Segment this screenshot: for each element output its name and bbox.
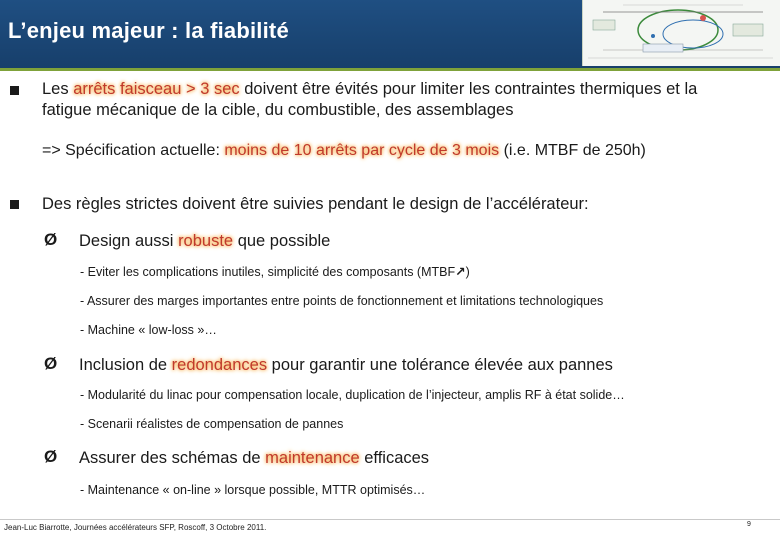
- spec-pre: => Spécification actuelle:: [42, 142, 225, 159]
- sub-3-text: [79, 448, 429, 468]
- sub-2-pre: Inclusion de: [79, 356, 172, 374]
- sub-3-highlight: maintenance: [265, 449, 360, 467]
- linac-diagram-graphic: [583, 0, 780, 66]
- slide-title: L’enjeu majeur : la fiabilité: [8, 18, 289, 43]
- arrow-bullet-icon: Ø: [44, 230, 58, 249]
- bullet-1-highlight: arrêts faisceau > 3 sec: [73, 80, 240, 98]
- sub-1-post: que possible: [233, 232, 331, 250]
- linac-diagram-thumbnail: [582, 0, 780, 66]
- sub-1-item-c: - Machine « low-loss »…: [80, 323, 217, 337]
- sub-3-pre: Assurer des schémas de: [79, 449, 266, 467]
- bullet-1-line-2: fatigue mécanique de la cible, du combustible, des assemblages: [42, 101, 514, 119]
- sub-1-item-b: - Assurer des marges importantes entre points de fonctionnement et limitations technologiques: [80, 294, 604, 308]
- sub-1-highlight: robuste: [178, 232, 234, 250]
- spec-highlight: moins de 10 arrêts par cycle de 3 mois: [224, 142, 500, 159]
- sub-2-item-b: - Scenarii réalistes de compensation de pannes: [80, 417, 344, 431]
- specification-line: [42, 141, 646, 161]
- sub-1-item-a-close: ): [465, 265, 470, 279]
- sub-3-item-a: - Maintenance « on-line » lorsque possible, MTTR optimisés…: [80, 483, 426, 497]
- title-bar: [0, 0, 780, 68]
- sub-2-highlight: redondances: [171, 356, 268, 374]
- bullet-1-text: [42, 79, 777, 121]
- footer-divider: [0, 519, 780, 520]
- title-accent-line: [0, 68, 780, 71]
- sub-1-item-a: [80, 264, 470, 280]
- sub-3-post: efficaces: [359, 449, 430, 467]
- sub-1-text: [79, 231, 330, 251]
- bullet-square-icon: [10, 200, 19, 209]
- sub-2-text: [79, 355, 613, 375]
- spec-post: (i.e. MTBF de 250h): [499, 142, 646, 159]
- sub-1-pre: Design aussi: [79, 232, 179, 250]
- footer-text: Jean-Luc Biarrotte, Journées accélérateurs SFP, Roscoff, 3 Octobre 2011.: [4, 523, 267, 532]
- sub-2-post: pour garantir une tolérance élevée aux pannes: [267, 356, 613, 374]
- sub-2-item-a: - Modularité du linac pour compensation locale, duplication de l’injecteur, amplis RF à état solide…: [80, 388, 625, 402]
- bullet-2-text: Des règles strictes doivent être suivies pendant le design de l’accélérateur:: [42, 195, 589, 213]
- bullet-1-post: doivent être évités pour limiter les contraintes thermiques et la: [239, 80, 698, 98]
- page-number: 9: [747, 521, 751, 528]
- arrow-bullet-icon: Ø: [44, 354, 58, 373]
- bullet-1-pre: Les: [42, 80, 74, 98]
- arrow-bullet-icon: Ø: [44, 447, 58, 466]
- arrow-up-right-icon: ↗: [455, 265, 466, 279]
- sub-1-item-a-text: - Eviter les complications inutiles, simplicité des composants (MTBF: [80, 265, 456, 279]
- bullet-square-icon: [10, 86, 19, 95]
